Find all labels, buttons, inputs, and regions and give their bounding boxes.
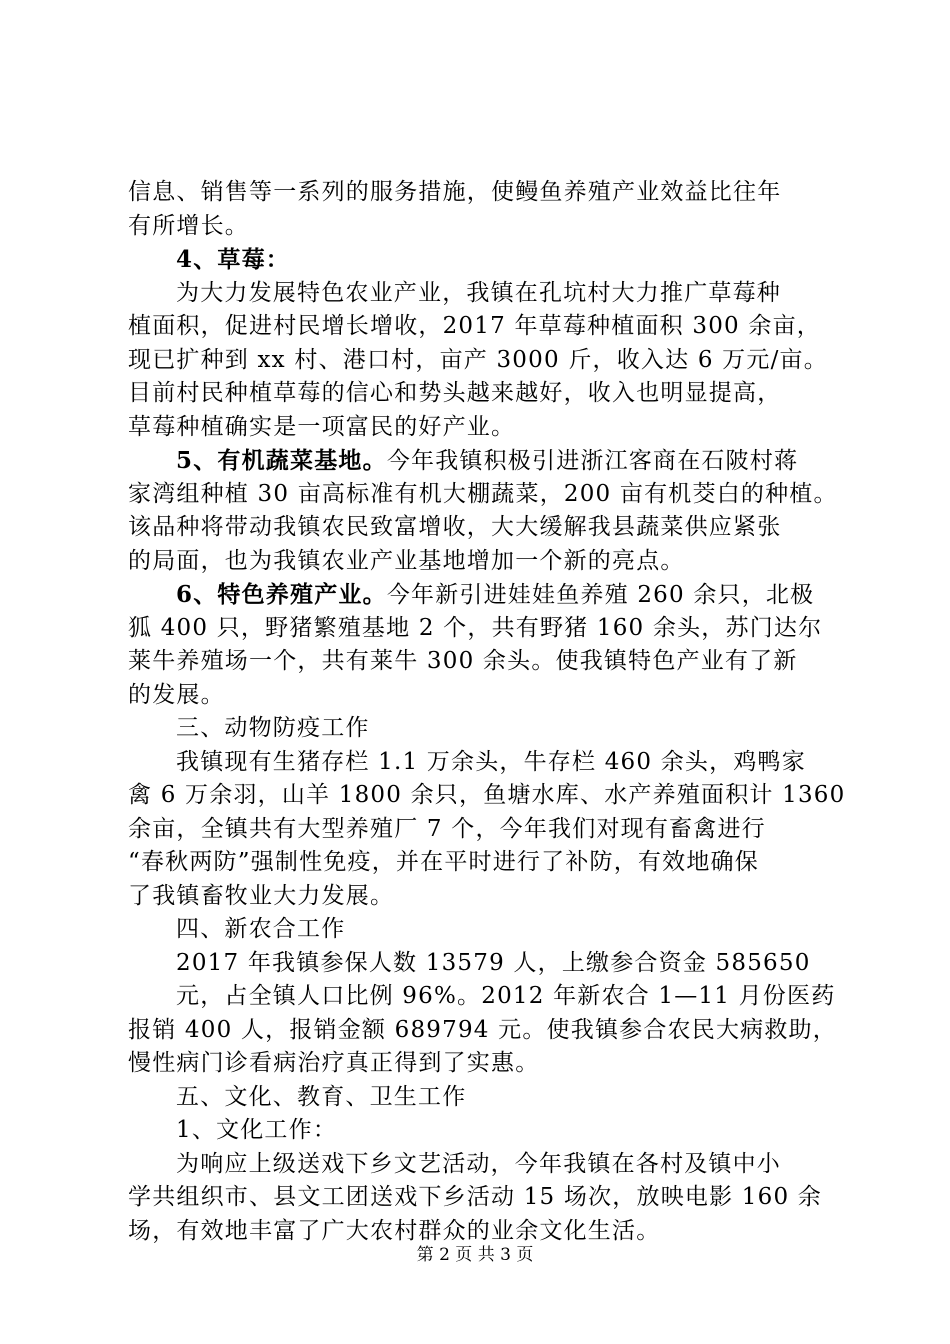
text-line	[128, 1148, 836, 1182]
text-line	[128, 746, 836, 780]
line-text: 报销 400 人，报销金额 689794 元。使我镇参合农民大病救助，	[128, 1016, 837, 1043]
text-line	[128, 478, 836, 512]
text-line	[128, 779, 846, 813]
line-text: 我镇现有生猪存栏 1.1 万余头，牛存栏 460 余头，鸡鸭家	[176, 748, 806, 775]
text-line	[128, 1014, 836, 1048]
line-text: 的发展。	[128, 681, 225, 708]
text-line	[128, 578, 836, 612]
text-line	[128, 545, 836, 579]
line-text: 目前村民种植草莓的信心和势头越来越好，收入也明显提高，	[128, 380, 782, 406]
line-text: 了我镇畜牧业大力发展。	[128, 882, 395, 909]
line-text: 学共组织市、县文工团送戏下乡活动 15 场次，放映电影 160 余	[128, 1184, 823, 1210]
line-text: 今年新引进娃娃鱼养殖 260 余只，北极	[386, 582, 815, 608]
text-line	[128, 377, 836, 411]
line-text: 莱牛养殖场一个，共有莱牛 300 余头。使我镇特色产业有了新	[128, 648, 798, 674]
line-text: 四、新农合工作	[176, 916, 346, 942]
line-text: 三、动物防疫工作	[176, 715, 370, 741]
text-line	[128, 210, 836, 244]
line-text: 今年我镇积极引进浙江客商在石陂村蒋	[386, 448, 799, 474]
text-line	[128, 243, 836, 277]
line-text: “春秋两防”强制性免疫，并在平时进行了补防，有效地确保	[128, 849, 759, 875]
text-line	[128, 980, 836, 1014]
text-line	[128, 1114, 836, 1148]
text-line	[128, 612, 836, 646]
line-text: 植面积，促进村民增长增收，2017 年草莓种植面积 300 余亩，	[128, 313, 821, 339]
line-text: 1、文化工作：	[176, 1117, 338, 1143]
bold-heading-text: 6、特色养殖产业。	[176, 581, 387, 608]
bold-heading-text: 4、草莓：	[176, 246, 291, 273]
text-line	[128, 913, 836, 947]
text-line	[128, 1081, 836, 1115]
line-text: 草莓种植确实是一项富民的好产业。	[128, 413, 516, 440]
line-text: 五、文化、教育、卫生工作	[176, 1083, 467, 1110]
line-text: 有所增长。	[128, 212, 249, 239]
line-text: 狐 400 只，野猪繁殖基地 2 个，共有野猪 160 余头，苏门达尔	[128, 614, 823, 641]
line-text: 信息、销售等一系列的服务措施，使鳗鱼养殖产业效益比往年	[128, 179, 782, 205]
line-text: 的局面，也为我镇农业产业基地增加一个新的亮点。	[128, 547, 685, 574]
text-line	[128, 679, 836, 713]
line-text: 禽 6 万余羽，山羊 1800 余只，鱼塘水库、水产养殖面积计 1360	[128, 782, 846, 808]
line-text: 为响应上级送戏下乡文艺活动，今年我镇在各村及镇中小	[176, 1150, 781, 1177]
line-text: 慢性病门诊看病治疗真正得到了实惠。	[128, 1050, 540, 1076]
text-line	[128, 813, 836, 847]
line-text: 余亩，全镇共有大型养殖厂 7 个，今年我们对现有畜禽进行	[128, 815, 766, 842]
line-text: 现已扩种到 xx 村、港口村，亩产 3000 斤，收入达 6 万元/亩。	[128, 346, 828, 373]
text-line	[128, 310, 836, 344]
text-line	[128, 511, 836, 545]
text-line	[128, 712, 836, 746]
text-line	[128, 344, 836, 378]
text-line	[128, 176, 836, 210]
text-line	[128, 444, 836, 478]
text-line	[128, 880, 836, 914]
bold-heading-text: 5、有机蔬菜基地。	[176, 447, 387, 474]
page-footer: 第 2 页 共 3 页	[416, 1245, 534, 1265]
line-text: 2017 年我镇参保人数 13579 人，上缴参合资金 585650	[176, 949, 811, 976]
text-line	[128, 277, 836, 311]
line-text: 元，占全镇人口比例 96%。2012 年新农合 1—11 月份医药	[176, 983, 836, 1009]
text-line	[128, 846, 836, 880]
document-body	[128, 176, 846, 1248]
line-text: 该品种将带动我镇农民致富增收，大大缓解我县蔬菜供应紧张	[128, 514, 782, 540]
line-text: 场，有效地丰富了广大农村群众的业余文化生活。	[128, 1217, 661, 1244]
text-line	[128, 411, 836, 445]
text-line	[128, 947, 836, 981]
text-line	[128, 1047, 836, 1081]
line-text: 家湾组种植 30 亩高标准有机大棚蔬菜，200 亩有机茭白的种植。	[128, 480, 838, 507]
line-text: 为大力发展特色农业产业，我镇在孔坑村大力推广草莓种	[176, 279, 781, 306]
text-line	[128, 1181, 836, 1215]
text-line	[128, 645, 836, 679]
